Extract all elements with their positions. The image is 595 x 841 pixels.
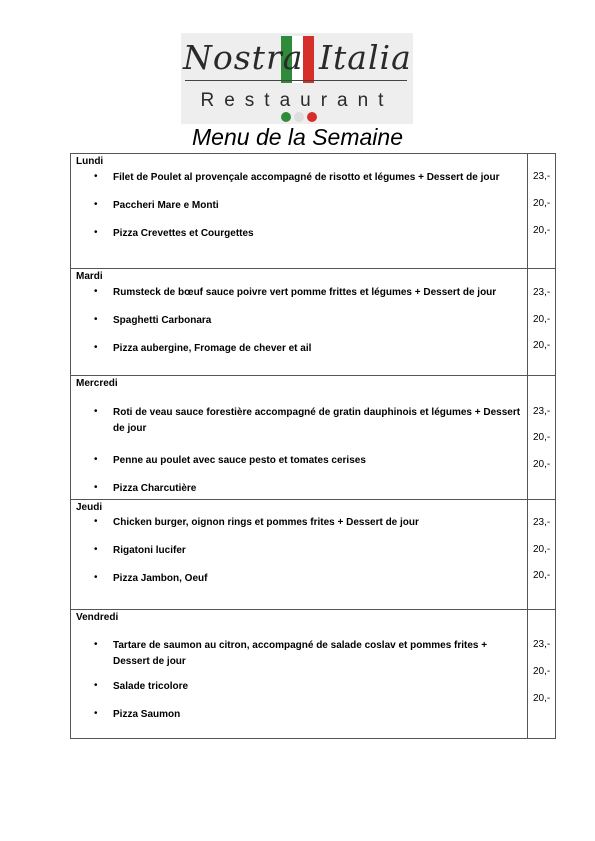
menu-item-price: 20,- [533, 340, 551, 351]
menu-item-price: 23,- [533, 639, 551, 650]
menu-item-name: Filet de Poulet al provençale accompagné de risotto et légumes + Dessert de jour [113, 172, 500, 183]
day-section-jeudi [71, 499, 555, 609]
bullet-icon: • [94, 516, 98, 527]
bullet-icon: • [94, 314, 98, 325]
menu-item-price: 20,- [533, 432, 551, 443]
day-section-mercredi [71, 375, 555, 499]
bullet-icon: • [94, 406, 98, 417]
menu-item-price: 20,- [533, 314, 551, 325]
day-name: Mardi [76, 271, 103, 282]
bullet-icon: • [94, 572, 98, 583]
logo-subtitle: Restaurant [200, 90, 394, 111]
bullet-icon: • [94, 544, 98, 555]
day-section-vendredi [71, 609, 555, 740]
menu-item-price: 23,- [533, 406, 551, 417]
menu-item-price: 20,- [533, 198, 551, 209]
menu-item-price: 20,- [533, 459, 551, 470]
page-title: Menu de la Semaine [192, 124, 403, 150]
bullet-icon: • [94, 286, 98, 297]
day-name: Vendredi [76, 612, 119, 623]
day-name: Lundi [76, 156, 104, 167]
menu-item-name: Paccheri Mare e Monti [113, 200, 219, 211]
menu-item-price: 20,- [533, 544, 551, 555]
menu-item-name: Pizza Jambon, Oeuf [113, 573, 208, 584]
bullet-icon: • [94, 227, 98, 238]
bullet-icon: • [94, 482, 98, 493]
bullet-icon: • [94, 708, 98, 719]
bullet-icon: • [94, 171, 98, 182]
menu-item-name: Pizza aubergine, Fromage de chever et ail [113, 343, 312, 354]
bullet-icon: • [94, 342, 98, 353]
menu-item-name: Spaghetti Carbonara [113, 315, 212, 326]
menu-item-name: Salade tricolore [113, 681, 189, 692]
bullet-icon: • [94, 680, 98, 691]
menu-item-name: Tartare de saumon au citron, accompagné de salade coslav et pommes frites + Dessert de jour [113, 640, 488, 667]
menu-item-name: Pizza Crevettes et Courgettes [113, 228, 254, 239]
bullet-icon: • [94, 639, 98, 650]
logo-divider [185, 80, 407, 81]
day-section-mardi [71, 268, 555, 375]
menu-item-name: Pizza Charcutière [113, 483, 197, 494]
day-name: Jeudi [76, 502, 103, 513]
menu-item-name: Rigatoni lucifer [113, 545, 186, 556]
weekly-menu-table [70, 153, 556, 739]
menu-item-name: Penne au poulet avec sauce pesto et tomates cerises [113, 455, 366, 466]
menu-item-price: 23,- [533, 287, 551, 298]
menu-item-price: 20,- [533, 225, 551, 236]
bullet-icon: • [94, 454, 98, 465]
menu-item-price: 20,- [533, 666, 551, 677]
cutlery-dots-icon [281, 112, 317, 122]
menu-item-price: 20,- [533, 570, 551, 581]
menu-item-price: 23,- [533, 171, 551, 182]
day-name: Mercredi [76, 378, 118, 389]
restaurant-logo [181, 33, 413, 124]
logo-word-italia: Italia [319, 38, 412, 77]
menu-item-price: 20,- [533, 693, 551, 704]
day-section-lundi [71, 154, 555, 268]
logo-word-nostra: Nostra [183, 38, 304, 77]
menu-item-name: Roti de veau sauce forestière accompagné de gratin dauphinois et légumes + Dessert de jour [113, 407, 521, 434]
menu-item-name: Pizza Saumon [113, 709, 181, 720]
menu-item-name: Rumsteck de bœuf sauce poivre vert pomme frittes et légumes + Dessert de jour [113, 287, 497, 298]
bullet-icon: • [94, 199, 98, 210]
menu-item-price: 23,- [533, 517, 551, 528]
menu-item-name: Chicken burger, oignon rings et pommes frites + Dessert de jour [113, 517, 419, 528]
